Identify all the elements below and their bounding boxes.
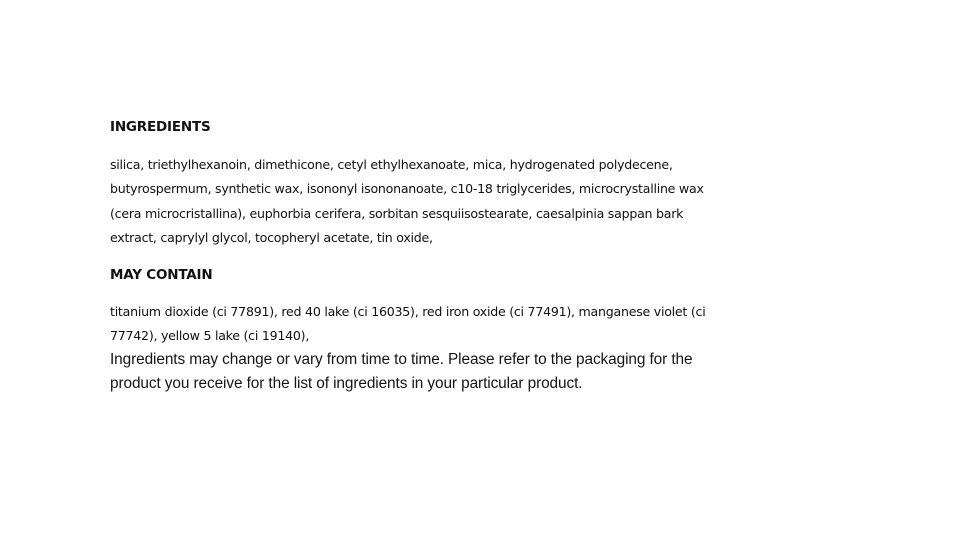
ingredients-heading: INGREDIENTS: [110, 119, 211, 135]
ingredients-list: silica, triethylhexanoin, dimethicone, cetyl ethylhexanoate, mica, hydrogenated polydecene, butyrospermum, synthetic wax, isononyl isononanoate, c10-18 triglycerides, microcrystalline wax (cera microcristallina), euphorbia cerifera, sorbitan sesquiisostearate, caesalpinia sappan bark extract, caprylyl glycol, tocopheryl acetate, tin oxide,: [110, 157, 704, 246]
ingredients-notice: Ingredients may change or vary from time to time. Please refer to the packaging for the product you receive for the list of ingredients in your particular product.: [110, 351, 693, 392]
may-contain-heading: MAY CONTAIN: [110, 266, 213, 283]
may-contain-list: titanium dioxide (ci 77891), red 40 lake (ci 16035), red iron oxide (ci 77491), manganese violet (ci 77742), yellow 5 lake (ci 19140),: [110, 303, 706, 344]
ingredients-document: [110, 118, 730, 395]
